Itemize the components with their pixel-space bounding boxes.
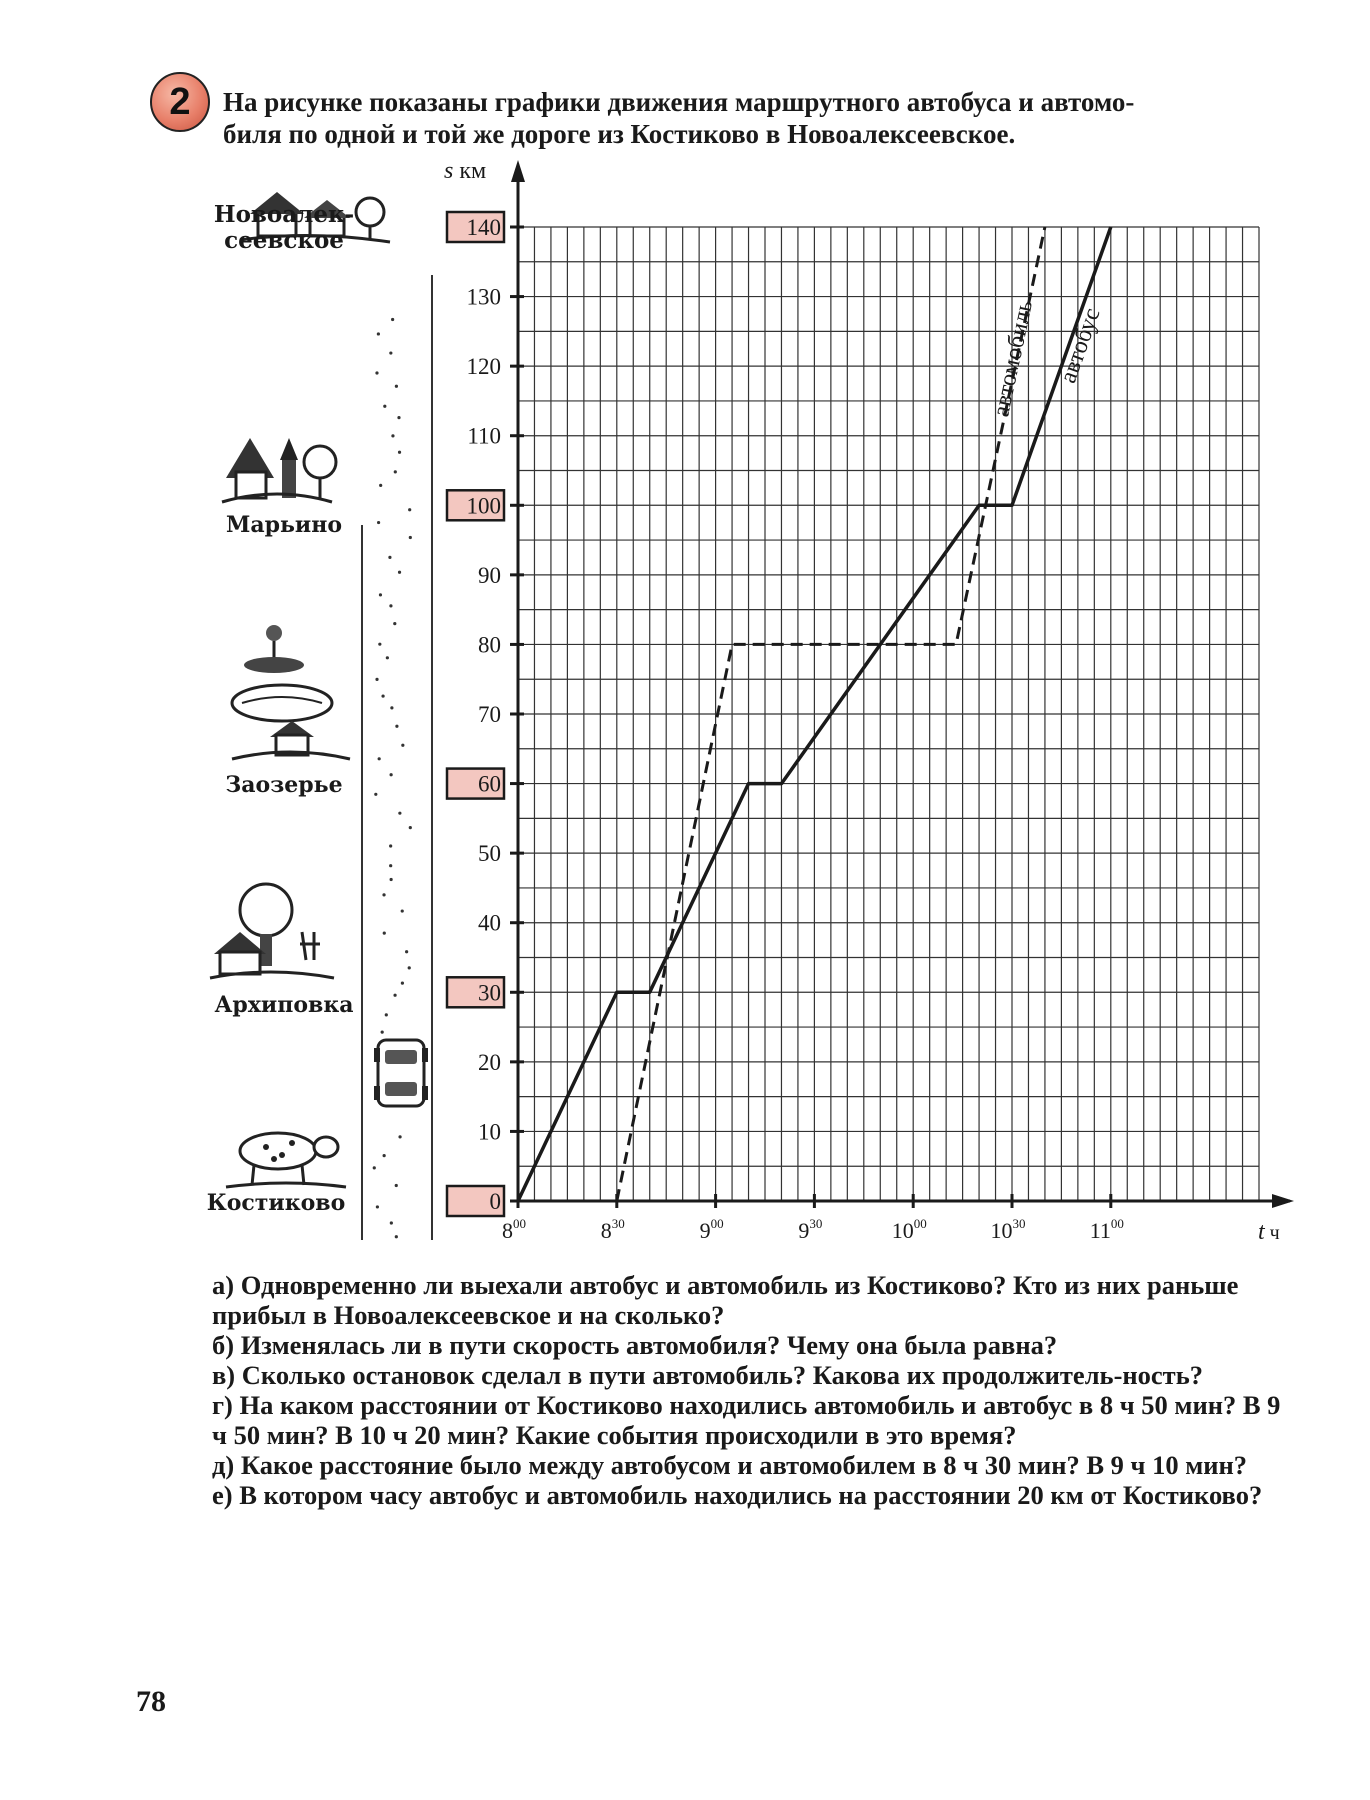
question-a: а) Одновременно ли выехали автобус и автомобиль из Костиково? Кто из них раньше прибыл в Новоалексеевское и на сколько? <box>212 1270 1239 1330</box>
y-tick-label: 120 <box>466 354 501 380</box>
road-dot <box>395 1184 398 1187</box>
road-dot <box>388 556 391 559</box>
road-dot <box>383 932 386 935</box>
road-dot <box>409 536 412 539</box>
road-dot <box>401 744 404 747</box>
y-tick-label: 110 <box>467 423 501 449</box>
village-cow-icon-kostikovo <box>226 1133 346 1187</box>
road-dot <box>379 484 382 487</box>
road-dot <box>381 1031 384 1034</box>
road-dot <box>389 351 392 354</box>
road-dot <box>377 332 380 335</box>
y-tick-label: 30 <box>478 980 501 1006</box>
road-dot <box>383 405 386 408</box>
road-dot <box>391 318 394 321</box>
question-g: г) На каком расстоянии от Костиково находились автомобиль и автобус в 8 ч 50 мин? В 9 ч 50 мин? В 10 ч 20 мин? Какие события происходили в это время? <box>212 1390 1281 1450</box>
road-dot <box>375 678 378 681</box>
road-dot <box>390 773 393 776</box>
y-tick-label: 40 <box>478 910 501 936</box>
road-dot <box>398 1135 401 1138</box>
road-dot <box>405 950 408 953</box>
road-dot <box>409 826 412 829</box>
road-dot <box>389 864 392 867</box>
village-tree-icon-arkhipovka <box>210 884 334 978</box>
y-tick-label: 80 <box>478 632 501 658</box>
road-dot <box>373 1166 376 1169</box>
road-dot <box>379 593 382 596</box>
y-axis-arrow <box>511 160 525 182</box>
road-dot <box>390 1221 393 1224</box>
road-dot <box>378 643 381 646</box>
village-label: Заозерье <box>225 772 343 798</box>
series-label-bus: автобус <box>1055 304 1106 387</box>
question-d: д) Какое расстояние было между автобусом и автомобилем в 8 ч 30 мин? В 9 ч 10 мин? <box>212 1450 1248 1480</box>
car-icon <box>374 1040 428 1106</box>
road-dot <box>395 1235 398 1238</box>
road-dot <box>383 1154 386 1157</box>
road-dot <box>393 994 396 997</box>
task-intro <box>223 86 1303 150</box>
y-tick-label: 140 <box>466 215 501 240</box>
motion-chart <box>0 160 1370 1260</box>
road-dot <box>385 1013 388 1016</box>
road-dot <box>394 470 397 473</box>
road-dot <box>395 385 398 388</box>
road-dot <box>378 757 381 760</box>
axis-labels <box>444 160 1280 1245</box>
road-dot <box>398 571 401 574</box>
y-tick-label: 130 <box>466 284 501 310</box>
road-dot <box>382 893 385 896</box>
village-label: Марьино <box>225 512 343 538</box>
village-label: Архиповка <box>214 992 354 1018</box>
road-dot <box>377 521 380 524</box>
series-label-car: автомобиль <box>988 298 1039 420</box>
y-tick-label: 20 <box>478 1049 501 1075</box>
y-tick-label: 10 <box>478 1119 501 1145</box>
y-tick-label: 60 <box>478 771 501 797</box>
village-label: Костиково <box>206 1190 346 1216</box>
road-dot <box>389 604 392 607</box>
x-tick-label: $10^{00}$ <box>891 1216 927 1243</box>
y-tick-label: 70 <box>478 702 501 727</box>
question-v: в) Сколько остановок сделал в пути автомобиль? Какова их продолжитель-ность? <box>212 1360 1203 1390</box>
road-dot <box>397 416 400 419</box>
road-dot <box>389 844 392 847</box>
road-dot <box>386 656 389 659</box>
x-axis-arrow <box>1272 1194 1294 1208</box>
road-dot <box>375 371 378 374</box>
x-tick-label: $11^{00}$ <box>1089 1216 1124 1243</box>
task-number: 2 <box>169 80 191 123</box>
road-dot <box>398 812 401 815</box>
road-dot <box>401 909 404 912</box>
x-tick-label: $9^{30}$ <box>798 1216 823 1243</box>
road-dot <box>381 694 384 697</box>
x-axis-label: t ч <box>1258 1219 1280 1245</box>
road-dot <box>390 878 393 881</box>
road-dot <box>393 622 396 625</box>
task-number-badge <box>150 72 210 132</box>
village-label: Новоалек- <box>213 201 355 228</box>
y-tick-label: 0 <box>489 1189 501 1214</box>
road-dot <box>376 1205 379 1208</box>
x-tick-label: $9^{00}$ <box>699 1216 724 1243</box>
y-tick-labels <box>447 212 524 1216</box>
road-dot <box>401 982 404 985</box>
village-label: сеевское <box>224 227 344 254</box>
page-number: 78 <box>136 1685 166 1718</box>
road-dot <box>390 706 393 709</box>
y-tick-label: 50 <box>478 841 501 867</box>
road-dot <box>391 434 394 437</box>
y-tick-label: 100 <box>466 493 501 519</box>
y-axis-label: s км <box>444 160 487 184</box>
questions-list <box>212 1270 1297 1510</box>
intro-line-1: На рисунке показаны графики движения маршрутного автобуса и автомо- <box>223 87 1135 117</box>
x-tick-label: $8^{00}$ <box>502 1216 526 1243</box>
road-dot <box>398 451 401 454</box>
question-b: б) Изменялась ли в пути скорость автомобиля? Чему она была равна? <box>212 1330 1058 1360</box>
road-illustration <box>362 275 432 1240</box>
x-tick-label: $10^{30}$ <box>990 1216 1026 1243</box>
village-lake-icon-zaozerye <box>232 625 350 759</box>
road-dot <box>374 793 377 796</box>
y-tick-label: 90 <box>478 562 501 588</box>
road-dot <box>408 508 411 511</box>
village-house-icon-marino <box>222 438 336 502</box>
x-tick-label: $8^{30}$ <box>600 1216 625 1243</box>
road-dot <box>395 725 398 728</box>
question-e: е) В котором часу автобус и автомобиль находились на расстоянии 20 км от Костиково? <box>212 1480 1263 1510</box>
chart-grid <box>518 227 1259 1201</box>
intro-line-2: биля по одной и той же дороге из Костиково в Новоалексеевское. <box>223 119 1016 149</box>
road-dot <box>408 966 411 969</box>
